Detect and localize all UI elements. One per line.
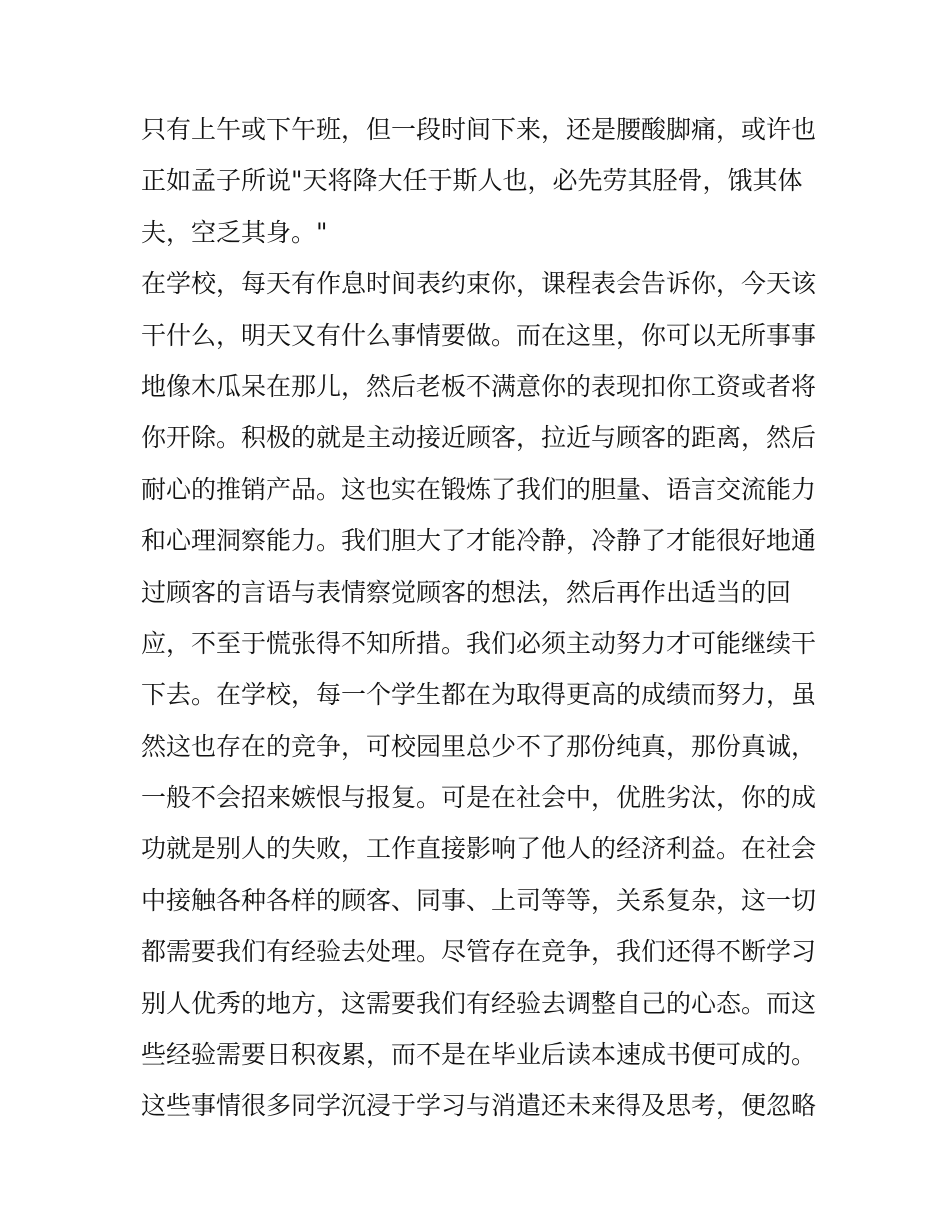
text-line: 别人优秀的地方，这需要我们有经验去调整自己的心态。而这 bbox=[141, 988, 817, 1018]
text-line: 夫，空乏其身。" bbox=[141, 217, 328, 247]
text-line: 过顾客的言语与表情察觉顾客的想法，然后再作出适当的回 bbox=[141, 577, 792, 607]
text-line: 中接触各种各样的顾客、同事、上司等等，关系复杂，这一切 bbox=[141, 885, 817, 915]
text-line: 都需要我们有经验去处理。尽管存在竞争，我们还得不断学习 bbox=[141, 937, 817, 967]
body-text bbox=[141, 104, 821, 1132]
text-line: 你开除。积极的就是主动接近顾客，拉近与顾客的距离，然后 bbox=[141, 423, 817, 453]
text-line: 然这也存在的竞争，可校园里总少不了那份纯真，那份真诚， bbox=[141, 731, 817, 761]
text-line: 和心理洞察能力。我们胆大了才能冷静，冷静了才能很好地通 bbox=[141, 526, 817, 556]
text-line: 这些事情很多同学沉浸于学习与消遣还未来得及思考，便忽略 bbox=[141, 1091, 817, 1121]
text-line: 一般不会招来嫉恨与报复。可是在社会中，优胜劣汰，你的成 bbox=[141, 783, 817, 813]
text-line: 下去。在学校，每一个学生都在为取得更高的成绩而努力，虽 bbox=[141, 680, 817, 710]
text-line: 只有上午或下午班，但一段时间下来，还是腰酸脚痛，或许也 bbox=[141, 115, 817, 144]
text-line: 正如孟子所说"天将降大任于斯人也，必先劳其胫骨，饿其体 bbox=[141, 166, 803, 196]
text-line: 地像木瓜呆在那儿，然后老板不满意你的表现扣你工资或者将 bbox=[141, 371, 817, 401]
text-line: 在学校，每天有作息时间表约束你，课程表会告诉你，今天该 bbox=[141, 269, 817, 299]
text-line: 功就是别人的失败，工作直接影响了他人的经济利益。在社会 bbox=[141, 834, 817, 864]
text-line: 耐心的推销产品。这也实在锻炼了我们的胆量、语言交流能力 bbox=[141, 474, 817, 504]
text-line: 干什么，明天又有什么事情要做。而在这里，你可以无所事事 bbox=[141, 320, 817, 350]
text-line: 些经验需要日积夜累，而不是在毕业后读本速成书便可成的。 bbox=[141, 1040, 817, 1070]
text-line: 应，不至于慌张得不知所措。我们必须主动努力才可能继续干 bbox=[141, 628, 817, 658]
